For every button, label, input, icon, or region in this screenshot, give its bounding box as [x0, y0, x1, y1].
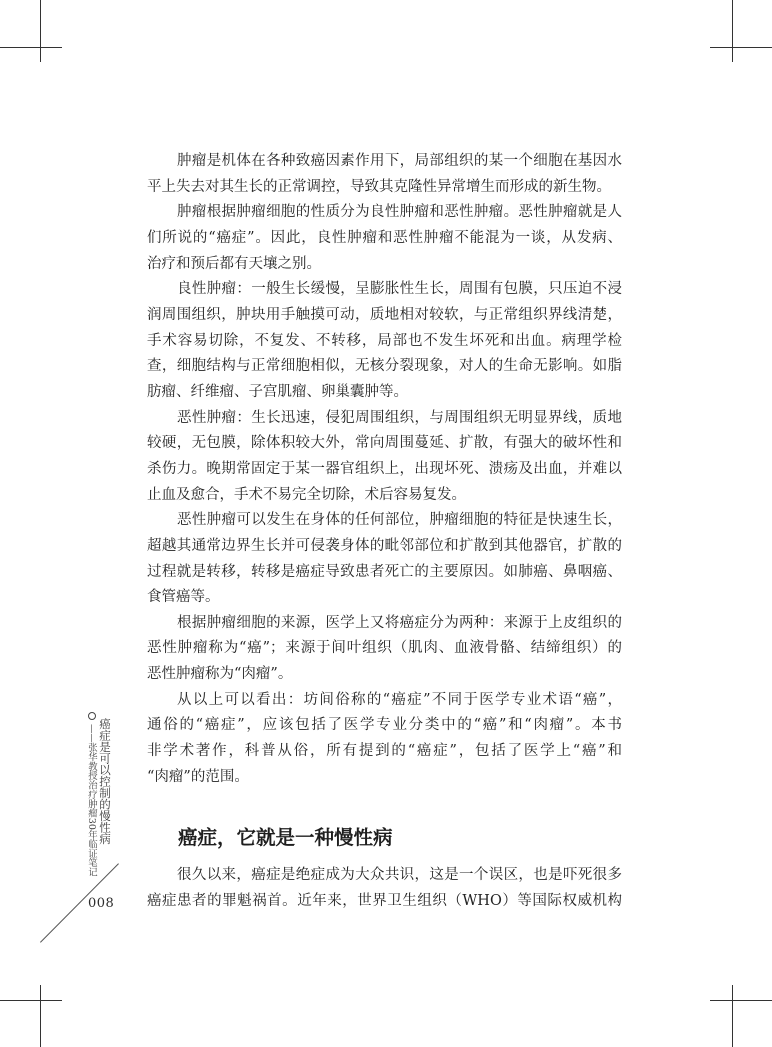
crop-mark-bottom-left-horizontal [0, 1000, 62, 1001]
crop-mark-top-left-vertical [40, 0, 41, 62]
crop-mark-bottom-right-horizontal [710, 1000, 772, 1001]
running-head-title: 癌症是可以控制的慢性病 [98, 718, 112, 845]
text-line: 食管癌等。 [147, 589, 220, 606]
text-line: 恶性肿瘤：生长迅速，侵犯周围组织，与周围组织无明显界线，质地 [177, 409, 622, 426]
paragraph [147, 508, 622, 611]
text-line: 癌症患者的罪魁祸首。近年来，世界卫生组织（WHO）等国际权威机构 [147, 892, 622, 909]
text-line: 查，细胞结构与正常细胞相似，无核分裂现象，对人的生命无影响。如脂 [147, 358, 622, 375]
text-line: 肿瘤是机体在各种致癌因素作用下，局部组织的某一个细胞在基因水 [177, 153, 622, 169]
text-line: 恶性肿瘤称为“肉瘤”。 [147, 666, 293, 683]
paragraph [147, 688, 622, 791]
circle-ornament [88, 712, 96, 720]
text-line: 肪瘤、纤维瘤、子宫肌瘤、卵巢囊肿等。 [147, 383, 408, 400]
crop-mark-top-right-horizontal [710, 47, 772, 48]
section-body-text [147, 863, 622, 914]
text-line: 肿瘤根据肿瘤细胞的性质分为良性肿瘤和恶性肿瘤。恶性肿瘤就是人 [177, 204, 622, 221]
paragraph [147, 611, 622, 688]
text-line: “肉瘤”的范围。 [147, 768, 249, 785]
text-line: 杀伤力。晚期常固定于某一器官组织上，出现坏死、溃疡及出血，并难以 [147, 460, 622, 477]
page-number: 008 [88, 896, 115, 911]
text-line: 很久以来，癌症是绝症成为大众共识，这是一个误区，也是吓死很多 [177, 867, 622, 883]
text-line: 非学术著作，科普从俗，所有提到的“癌症”，包括了医学上“癌”和 [147, 743, 622, 760]
text-line: 润周围组织，肿块用手触摸可动，质地相对较软，与正常组织界线清楚， [147, 306, 622, 323]
paragraph [147, 277, 622, 405]
paragraph [147, 200, 622, 277]
paragraph [147, 149, 622, 200]
paragraph [147, 406, 622, 509]
text-line: 平上失去对其生长的正常调控，导致其克隆性异常增生而形成的新生物。 [147, 178, 611, 195]
crop-mark-bottom-left-vertical [40, 985, 41, 1047]
text-line: 通俗的“癌症”，应该包括了医学专业分类中的“癌”和“肉瘤”。本书 [147, 717, 622, 734]
paragraph [147, 863, 622, 914]
crop-mark-bottom-right-vertical [732, 985, 733, 1047]
text-line: 超越其通常边界生长并可侵袭身体的毗邻部位和扩散到其他器官，扩散的 [147, 537, 622, 554]
text-line: 止血及愈合，手术不易完全切除，术后容易复发。 [147, 486, 466, 503]
text-line: 根据肿瘤细胞的来源，医学上又将癌症分为两种：来源于上皮组织的 [177, 614, 622, 631]
running-head-subtitle: ——张华教授治疗肿瘤30年临证笔记 [86, 724, 97, 877]
text-line: 从以上可以看出：坊间俗称的“癌症”不同于医学专业术语“癌”， [177, 691, 622, 708]
crop-mark-top-left-horizontal [0, 47, 62, 48]
text-line: 们所说的“癌症”。因此，良性肿瘤和恶性肿瘤不能混为一谈，从发病、 [147, 229, 622, 246]
body-text [147, 149, 622, 790]
crop-mark-top-right-vertical [732, 0, 733, 62]
text-line: 良性肿瘤：一般生长缓慢，呈膨胀性生长，周围有包膜，只压迫不浸 [177, 281, 622, 298]
text-line: 恶性肿瘤称为“癌”；来源于间叶组织（肌肉、血液骨骼、结缔组织）的 [147, 640, 622, 657]
text-line: 恶性肿瘤可以发生在身体的任何部位，肿瘤细胞的特征是快速生长， [177, 512, 622, 529]
text-line: 治疗和预后都有天壤之别。 [147, 255, 321, 272]
text-line: 较硬，无包膜，除体积较大外，常向周围蔓延、扩散，有强大的破坏性和 [147, 435, 622, 452]
text-line: 手术容易切除，不复发、不转移，局部也不发生坏死和出血。病理学检 [147, 332, 622, 349]
text-line: 过程就是转移，转移是癌症导致患者死亡的主要原因。如肺癌、鼻咽癌、 [147, 563, 622, 580]
section-heading: 癌症，它就是一种慢性病 [178, 826, 393, 849]
